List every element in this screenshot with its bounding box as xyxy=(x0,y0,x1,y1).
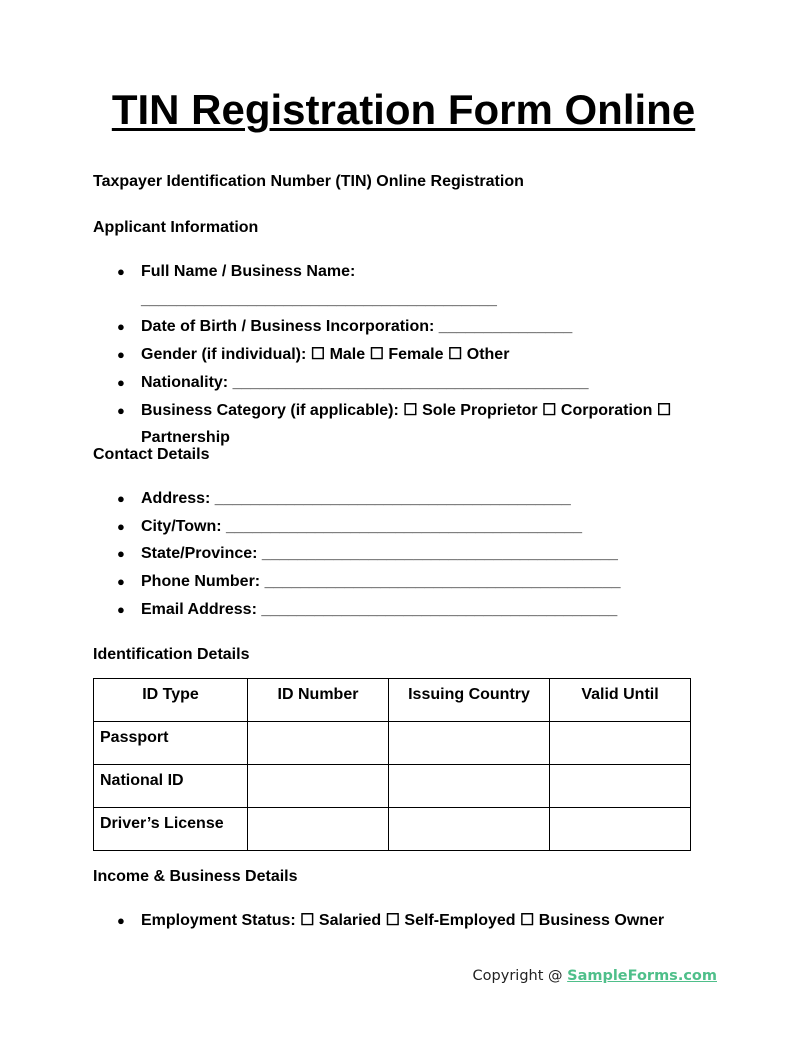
cell[interactable] xyxy=(550,808,691,851)
list-item: ● Address: ________________________________________ xyxy=(93,485,693,513)
list-item: ● Phone Number: ________________________________________ xyxy=(93,568,693,596)
income-list xyxy=(93,907,733,935)
table-row xyxy=(94,765,691,808)
list-item: ● Business Category (if applicable): ☐ Sole Proprietor ☐ Corporation ☐ Partnership xyxy=(93,397,693,452)
sampleforms-link[interactable]: SampleForms.com xyxy=(567,968,717,984)
identification-table xyxy=(93,678,691,851)
copyright xyxy=(473,968,717,984)
cell: National ID xyxy=(94,765,248,808)
contact-heading: Contact Details xyxy=(93,446,210,461)
page-title: TIN Registration Form Online xyxy=(111,86,696,133)
cell[interactable] xyxy=(389,765,550,808)
cell[interactable] xyxy=(248,765,389,808)
list-item: ● Gender (if individual): ☐ Male ☐ Female ☐ Other xyxy=(93,341,693,369)
cell[interactable] xyxy=(550,765,691,808)
table-header-row xyxy=(94,679,691,722)
table-row xyxy=(94,808,691,851)
cell[interactable] xyxy=(389,808,550,851)
column-header: ID Type xyxy=(94,679,248,722)
list-item: ● Date of Birth / Business Incorporation: _______________ xyxy=(93,313,693,341)
list-item: ● City/Town: ________________________________________ xyxy=(93,513,693,541)
contact-list xyxy=(93,485,693,624)
column-header: ID Number xyxy=(248,679,389,722)
list-item: ● State/Province: ________________________________________ xyxy=(93,540,693,568)
list-item: ● Nationality: ________________________________________ xyxy=(93,369,693,397)
cell: Passport xyxy=(94,722,248,765)
list-item: ● Full Name / Business Name: ________________________________________ xyxy=(93,258,693,313)
income-heading: Income & Business Details xyxy=(93,868,298,885)
table-row xyxy=(94,722,691,765)
applicant-heading: Applicant Information xyxy=(93,219,259,236)
list-item: ● Employment Status: ☐ Salaried ☐ Self-Employed ☐ Business Owner xyxy=(93,907,733,935)
identification-heading: Identification Details xyxy=(93,646,250,663)
subtitle: Taxpayer Identification Number (TIN) Online Registration xyxy=(93,173,524,190)
cell[interactable] xyxy=(389,722,550,765)
copyright-text: Copyright @ xyxy=(472,968,568,984)
cell[interactable] xyxy=(550,722,691,765)
list-item: ● Email Address: ________________________________________ xyxy=(93,596,693,624)
cell[interactable] xyxy=(248,722,389,765)
cell: Driver’s License xyxy=(94,808,248,851)
applicant-list xyxy=(93,258,693,452)
cell[interactable] xyxy=(248,808,389,851)
column-header: Issuing Country xyxy=(389,679,550,722)
column-header: Valid Until xyxy=(550,679,691,722)
